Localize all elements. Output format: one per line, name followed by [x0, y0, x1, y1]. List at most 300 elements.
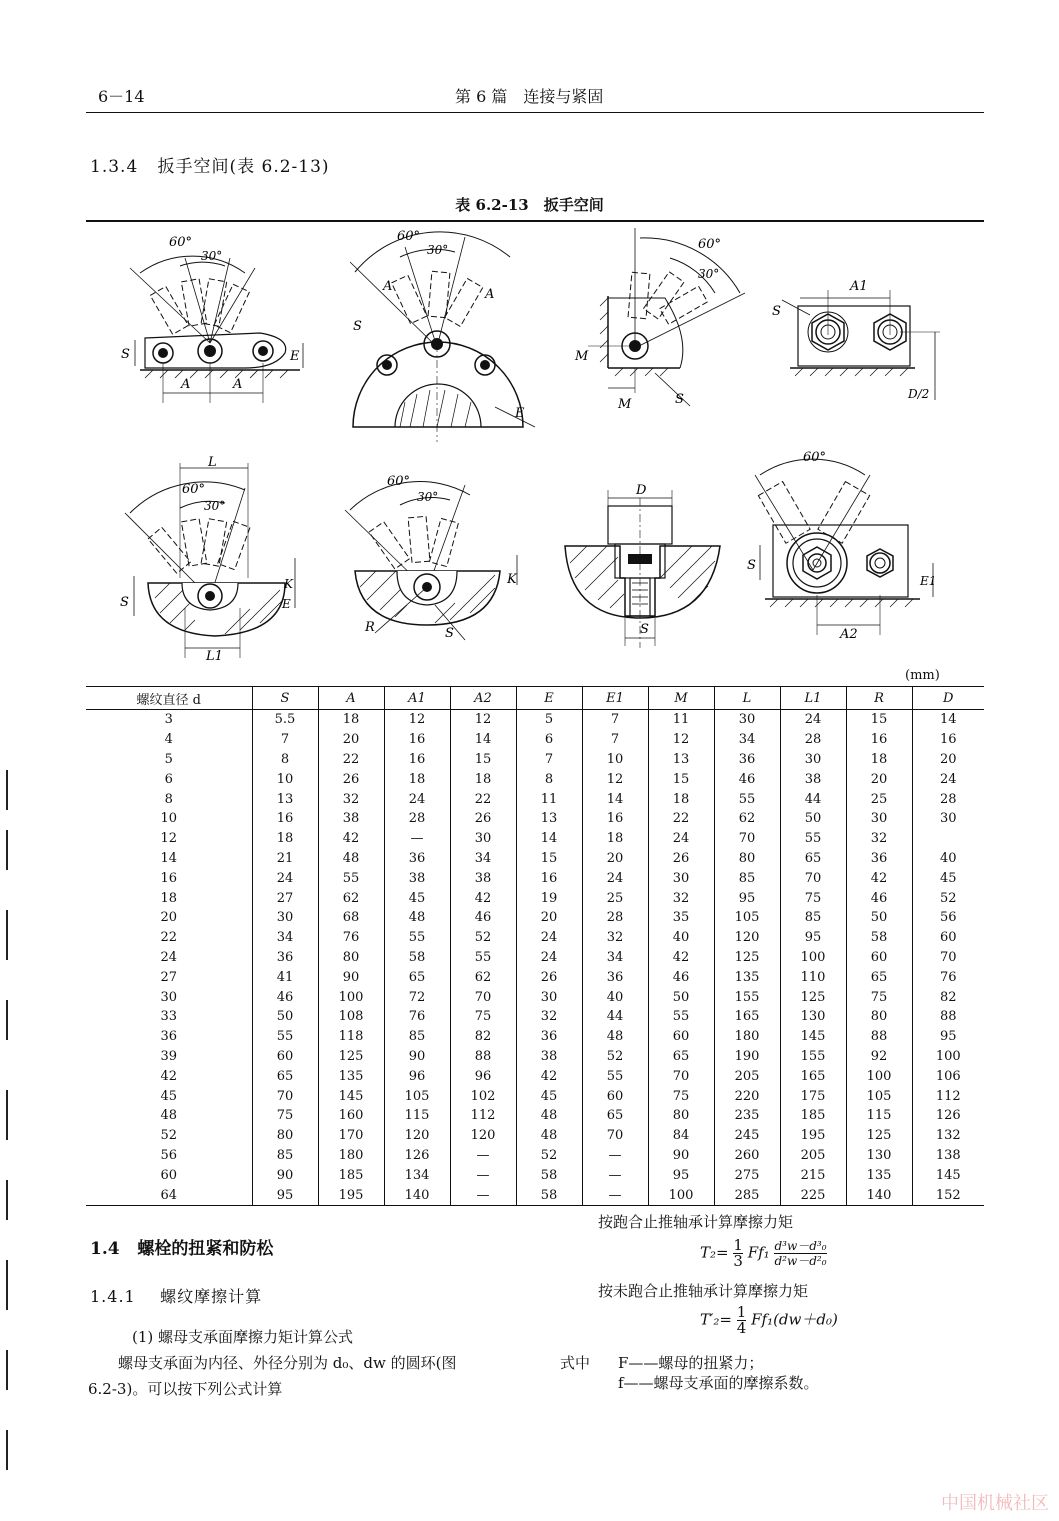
table-cell: 135 — [318, 1066, 384, 1086]
table-cell: 275 — [714, 1165, 780, 1185]
table-cell: 48 — [582, 1027, 648, 1047]
table-cell: 14 — [516, 829, 582, 849]
table-cell: 140 — [384, 1185, 450, 1205]
table-cell: 160 — [318, 1106, 384, 1126]
table-row — [86, 849, 984, 869]
table-cell: 132 — [912, 1126, 984, 1146]
table-cell: 12 — [582, 769, 648, 789]
table-row — [86, 1086, 984, 1106]
table-cell: 16 — [516, 868, 582, 888]
formula-1-denominator: d²w－d²₀ — [774, 1254, 827, 1268]
table-cell: 24 — [582, 868, 648, 888]
table-cell: 96 — [450, 1066, 516, 1086]
column-header: S — [252, 687, 318, 710]
table-cell: 16 — [252, 809, 318, 829]
label-L: L — [208, 455, 217, 470]
section-title: 螺纹摩擦计算 — [160, 1287, 263, 1306]
table-cell: 44 — [582, 1007, 648, 1027]
header-rule — [86, 112, 984, 113]
table-cell: 155 — [714, 987, 780, 1007]
table-cell: 55 — [384, 928, 450, 948]
table-cell: 205 — [714, 1066, 780, 1086]
scan-mark — [6, 910, 8, 960]
table-cell: 26 — [318, 769, 384, 789]
table-cell: 28 — [384, 809, 450, 829]
table-cell: 34 — [582, 948, 648, 968]
wrench-space-table — [86, 686, 984, 1206]
formula-2 — [700, 1305, 838, 1336]
table-cell: — — [450, 1146, 516, 1166]
table-row — [86, 967, 984, 987]
table-cell: 118 — [318, 1027, 384, 1047]
table-cell: 62 — [714, 809, 780, 829]
table-cell: 100 — [912, 1047, 984, 1067]
table-row — [86, 1007, 984, 1027]
column-header: D — [912, 687, 984, 710]
label-A: A — [485, 287, 495, 302]
scan-mark — [6, 1090, 8, 1140]
label-A2: A2 — [840, 627, 858, 642]
table-cell: 75 — [648, 1086, 714, 1106]
table-cell: 65 — [252, 1066, 318, 1086]
table-cell: 52 — [582, 1047, 648, 1067]
table-cell: 22 — [318, 750, 384, 770]
thread-diameter-cell: 56 — [160, 1147, 178, 1163]
table-cell: 14 — [450, 730, 516, 750]
table-row — [86, 769, 984, 789]
table-cell: 95 — [912, 1027, 984, 1047]
table-cell: 13 — [252, 789, 318, 809]
table-cell: 126 — [384, 1146, 450, 1166]
table-cell: 55 — [450, 948, 516, 968]
table-cell: 38 — [384, 868, 450, 888]
table-cell: 46 — [846, 888, 912, 908]
table-cell: — — [450, 1185, 516, 1205]
table-cell: — — [384, 829, 450, 849]
formula-2-rest: Ff₁(dw＋d₀) — [751, 1310, 838, 1329]
label-R: R — [365, 620, 375, 635]
label-60-deg: 60° — [387, 474, 411, 489]
table-unit: (mm) — [905, 668, 940, 683]
column-header: L — [714, 687, 780, 710]
table-cell: 12 — [450, 710, 516, 730]
table-cell: 55 — [582, 1066, 648, 1086]
table-cell: 40 — [912, 849, 984, 869]
thread-diameter-cell: 27 — [160, 969, 178, 985]
table-cell: 62 — [450, 967, 516, 987]
figure-wrench-corner — [570, 228, 750, 423]
section-heading-1-4-1 — [90, 1284, 262, 1307]
section-number: 1.4.1 — [90, 1287, 136, 1306]
table-cell: 21 — [252, 849, 318, 869]
label-30-deg: 30° — [204, 499, 226, 513]
table-header-row — [86, 687, 984, 710]
table-cell: 165 — [714, 1007, 780, 1027]
table-cell: 90 — [318, 967, 384, 987]
table-cell: 76 — [384, 1007, 450, 1027]
table-cell: 15 — [648, 769, 714, 789]
table-cell: 180 — [318, 1146, 384, 1166]
table-cell: 32 — [648, 888, 714, 908]
table-cell: 45 — [912, 868, 984, 888]
label-30-deg: 30° — [201, 249, 223, 263]
table-cell: 55 — [648, 1007, 714, 1027]
table-cell: 126 — [912, 1106, 984, 1126]
table-cell: 44 — [780, 789, 846, 809]
figure-wrench-recess — [110, 455, 310, 664]
table-cell: 95 — [714, 888, 780, 908]
table-cell: 8 — [252, 750, 318, 770]
table-cell: 105 — [846, 1086, 912, 1106]
table-cell: 55 — [252, 1027, 318, 1047]
table-cell: 30 — [516, 987, 582, 1007]
table-cell: 85 — [384, 1027, 450, 1047]
thread-diameter-cell: 6 — [164, 771, 173, 787]
table-cell: 36 — [846, 849, 912, 869]
table-cell: 100 — [318, 987, 384, 1007]
table-cell: 26 — [450, 809, 516, 829]
table-cell: 165 — [780, 1066, 846, 1086]
table-cell: 36 — [252, 948, 318, 968]
table-cell: 18 — [318, 710, 384, 730]
figure-wrench-flange — [345, 222, 545, 447]
table-cell: 135 — [846, 1165, 912, 1185]
column-header: A1 — [384, 687, 450, 710]
table-cell: 22 — [648, 809, 714, 829]
table-cell: 36 — [582, 967, 648, 987]
thread-diameter-cell: 5 — [164, 751, 173, 767]
table-cell: 38 — [450, 868, 516, 888]
table-cell: 38 — [780, 769, 846, 789]
table-cell: 140 — [846, 1185, 912, 1205]
table-cell: 85 — [714, 868, 780, 888]
table-cell: 13 — [648, 750, 714, 770]
table-cell: 120 — [384, 1126, 450, 1146]
scan-mark — [6, 1350, 8, 1390]
table-cell: 12 — [384, 710, 450, 730]
table-cell: 15 — [516, 849, 582, 869]
section-title: 螺栓的扭紧和防松 — [137, 1239, 274, 1259]
column-header: E — [516, 687, 582, 710]
table-cell: 102 — [450, 1086, 516, 1106]
table-cell: 134 — [384, 1165, 450, 1185]
table-cell: 16 — [384, 750, 450, 770]
thread-diameter-cell: 3 — [164, 712, 173, 728]
figure-wrench-row — [105, 228, 320, 428]
chapter-title: 第 6 篇 连接与紧固 — [455, 87, 604, 106]
label-S: S — [640, 622, 649, 637]
label-30-deg: 30° — [417, 490, 439, 504]
section-number: 1.3.4 — [90, 157, 139, 177]
table-cell — [912, 829, 984, 849]
table-cell: 52 — [912, 888, 984, 908]
table-cell: 48 — [318, 849, 384, 869]
label-E: E — [282, 597, 291, 611]
thread-diameter-cell: 18 — [160, 890, 178, 906]
table-row — [86, 1146, 984, 1166]
table-cell: 45 — [516, 1086, 582, 1106]
table-cell: 36 — [384, 849, 450, 869]
table-cell: 34 — [252, 928, 318, 948]
table-cell: 7 — [516, 750, 582, 770]
table-cell: 40 — [648, 928, 714, 948]
table-cell: 125 — [846, 1126, 912, 1146]
table-cell: 48 — [384, 908, 450, 928]
scan-mark — [6, 770, 8, 810]
table-cell: 50 — [846, 908, 912, 928]
table-cell: 70 — [714, 829, 780, 849]
table-row — [86, 1047, 984, 1067]
label-A: A — [383, 279, 393, 294]
scan-mark — [6, 1180, 8, 1220]
label-S: S — [120, 595, 129, 610]
table-cell: 20 — [582, 849, 648, 869]
table-row — [86, 1106, 984, 1126]
label-30-deg: 30° — [427, 243, 449, 257]
table-cell: 42 — [846, 868, 912, 888]
table-cell: 48 — [516, 1126, 582, 1146]
table-cell: 75 — [450, 1007, 516, 1027]
thread-diameter-cell: 22 — [160, 930, 178, 946]
where-item-1: F——螺母的扭紧力； — [618, 1354, 764, 1372]
formula-1 — [700, 1238, 827, 1269]
table-body — [86, 710, 984, 1206]
table-row — [86, 730, 984, 750]
table-cell: 106 — [912, 1066, 984, 1086]
table-cell: 46 — [648, 967, 714, 987]
table-cell: 215 — [780, 1165, 846, 1185]
label-L1: L1 — [206, 649, 223, 664]
table-cell: 20 — [318, 730, 384, 750]
table-cell: 175 — [780, 1086, 846, 1106]
table-cell: 32 — [846, 829, 912, 849]
table-row — [86, 987, 984, 1007]
column-header: M — [648, 687, 714, 710]
table-cell: 100 — [648, 1185, 714, 1205]
thread-diameter-cell: 4 — [164, 732, 173, 748]
table-row — [86, 1165, 984, 1185]
table-cell: 170 — [318, 1126, 384, 1146]
table-cell: 7 — [252, 730, 318, 750]
column-header: A — [318, 687, 384, 710]
table-row — [86, 888, 984, 908]
table-cell: 30 — [648, 868, 714, 888]
table-cell: 52 — [450, 928, 516, 948]
table-cell: 15 — [846, 710, 912, 730]
section-title: 扳手空间(表 6.2-13) — [157, 157, 330, 177]
table-cell: 145 — [780, 1027, 846, 1047]
table-cell: 5.5 — [252, 710, 318, 730]
table-row — [86, 829, 984, 849]
table-cell: 20 — [912, 750, 984, 770]
table-cell: 70 — [252, 1086, 318, 1106]
table-cell: 6 — [516, 730, 582, 750]
label-30-deg: 30° — [698, 267, 720, 281]
formula-1-mid: Ff₁ — [747, 1243, 770, 1262]
right-line-1: 按跑合止推轴承计算摩擦力矩 — [598, 1213, 794, 1231]
label-M: M — [575, 349, 589, 364]
table-cell: 16 — [912, 730, 984, 750]
table-cell: 205 — [780, 1146, 846, 1166]
thread-diameter-cell: 30 — [160, 989, 178, 1005]
table-cell: 115 — [384, 1106, 450, 1126]
page-number: 6－14 — [98, 87, 145, 106]
label-E1: E1 — [920, 574, 937, 588]
table-cell: 30 — [846, 809, 912, 829]
table-cell: 75 — [252, 1106, 318, 1126]
table-cell: 65 — [648, 1047, 714, 1067]
thread-diameter-cell: 20 — [160, 910, 178, 926]
paragraph-line-2: 6.2-3)。可以按下列公式计算 — [88, 1380, 283, 1398]
table-cell: 90 — [648, 1146, 714, 1166]
table-cell: 26 — [648, 849, 714, 869]
table-cell: 82 — [450, 1027, 516, 1047]
table-cell: 225 — [780, 1185, 846, 1205]
label-S: S — [445, 626, 454, 641]
table-row — [86, 928, 984, 948]
table-cell: 18 — [846, 750, 912, 770]
label-60-deg: 60° — [182, 482, 206, 497]
label-E: E — [515, 406, 525, 421]
thread-diameter-cell: 52 — [160, 1128, 178, 1144]
table-cell: 50 — [780, 809, 846, 829]
table-cell: 15 — [450, 750, 516, 770]
label-S: S — [675, 392, 684, 407]
table-cell: 46 — [450, 908, 516, 928]
table-cell: 42 — [516, 1066, 582, 1086]
scan-mark — [6, 1260, 8, 1310]
thread-diameter-cell: 64 — [86, 1185, 252, 1205]
table-cell: 18 — [648, 789, 714, 809]
table-cell: 46 — [714, 769, 780, 789]
table-cell: 76 — [912, 967, 984, 987]
table-cell: 70 — [780, 868, 846, 888]
table-cell: 185 — [318, 1165, 384, 1185]
table-cell: 58 — [516, 1185, 582, 1205]
table-cell: 34 — [450, 849, 516, 869]
table-cell: 65 — [582, 1106, 648, 1126]
table-cell: 10 — [252, 769, 318, 789]
label-K: K — [284, 577, 293, 591]
table-cell: 145 — [318, 1086, 384, 1106]
table-cell: 85 — [252, 1146, 318, 1166]
label-K: K — [507, 572, 517, 587]
table-cell: 190 — [714, 1047, 780, 1067]
table-cell: 80 — [714, 849, 780, 869]
table-cell: 10 — [582, 750, 648, 770]
table-cell: 14 — [912, 710, 984, 730]
item-1: (1) 螺母支承面摩擦力矩计算公式 — [132, 1328, 354, 1346]
table-cell: 58 — [516, 1165, 582, 1185]
thread-diameter-cell: 10 — [160, 811, 178, 827]
label-A1: A1 — [850, 279, 868, 294]
table-cell: 18 — [450, 769, 516, 789]
label-60-deg: 60° — [698, 237, 722, 252]
table-row — [86, 809, 984, 829]
table-cell: 75 — [846, 987, 912, 1007]
table-cell: 112 — [912, 1086, 984, 1106]
table-cell: 55 — [714, 789, 780, 809]
table-cell: 112 — [450, 1106, 516, 1126]
thread-diameter-cell: 60 — [160, 1167, 178, 1183]
scan-mark — [6, 1430, 8, 1470]
column-header: A2 — [450, 687, 516, 710]
table-cell: 7 — [582, 710, 648, 730]
table-cell: 35 — [648, 908, 714, 928]
table-cell: 30 — [912, 809, 984, 829]
table-cell: 80 — [318, 948, 384, 968]
table-cell: 32 — [582, 928, 648, 948]
section-number: 1.4 — [90, 1239, 120, 1259]
table-cell: 70 — [582, 1126, 648, 1146]
table-cell: 65 — [846, 967, 912, 987]
thread-diameter-cell: 48 — [160, 1108, 178, 1124]
label-M: M — [618, 397, 632, 412]
scan-mark — [6, 1000, 8, 1040]
label-A: A — [233, 377, 243, 392]
table-cell: 60 — [912, 928, 984, 948]
table-cell: 85 — [780, 908, 846, 928]
table-cell: — — [582, 1165, 648, 1185]
thread-diameter-cell: 24 — [160, 949, 178, 965]
table-cell: 88 — [912, 1007, 984, 1027]
table-cell: 58 — [846, 928, 912, 948]
watermark: 中国机械社区 — [941, 1493, 1049, 1514]
table-cell: 30 — [450, 829, 516, 849]
table-cell: 56 — [912, 908, 984, 928]
label-D: D — [636, 483, 647, 498]
table-cell: 28 — [912, 789, 984, 809]
formula-1-numerator: d³w－d³₀ — [774, 1239, 827, 1253]
label-S: S — [353, 319, 362, 334]
table-cell: 84 — [648, 1126, 714, 1146]
table-cell: 235 — [714, 1106, 780, 1126]
table-cell: 105 — [384, 1086, 450, 1106]
label-A: A — [181, 377, 191, 392]
table-cell: 18 — [384, 769, 450, 789]
table-row — [86, 908, 984, 928]
table-cell: 11 — [516, 789, 582, 809]
table-cell: 100 — [846, 1066, 912, 1086]
table-cell: 42 — [450, 888, 516, 908]
figure-wrench-socket-pair — [745, 445, 955, 650]
table-cell: 41 — [252, 967, 318, 987]
table-cell: — — [450, 1165, 516, 1185]
table-row — [86, 1185, 984, 1205]
table-cell: 145 — [912, 1165, 984, 1185]
table-cell: 24 — [912, 769, 984, 789]
table-cell: 92 — [846, 1047, 912, 1067]
thread-diameter-cell: 16 — [160, 870, 178, 886]
table-cell: 19 — [516, 888, 582, 908]
table-cell: 28 — [780, 730, 846, 750]
table-cell: 120 — [450, 1126, 516, 1146]
table-cell: 12 — [648, 730, 714, 750]
table-cell: 70 — [450, 987, 516, 1007]
table-cell: 24 — [780, 710, 846, 730]
table-cell: 52 — [516, 1146, 582, 1166]
table-row — [86, 1126, 984, 1146]
table-cell: — — [582, 1185, 648, 1205]
table-cell: 245 — [714, 1126, 780, 1146]
table-cell: 260 — [714, 1146, 780, 1166]
table-cell: 76 — [318, 928, 384, 948]
table-cell: 152 — [912, 1185, 984, 1205]
table-cell: — — [582, 1146, 648, 1166]
paragraph-line-1: 螺母支承面为内径、外径分别为 d₀、dw 的圆环(图 — [118, 1354, 457, 1372]
table-cell: 135 — [714, 967, 780, 987]
table-cell: 80 — [648, 1106, 714, 1126]
